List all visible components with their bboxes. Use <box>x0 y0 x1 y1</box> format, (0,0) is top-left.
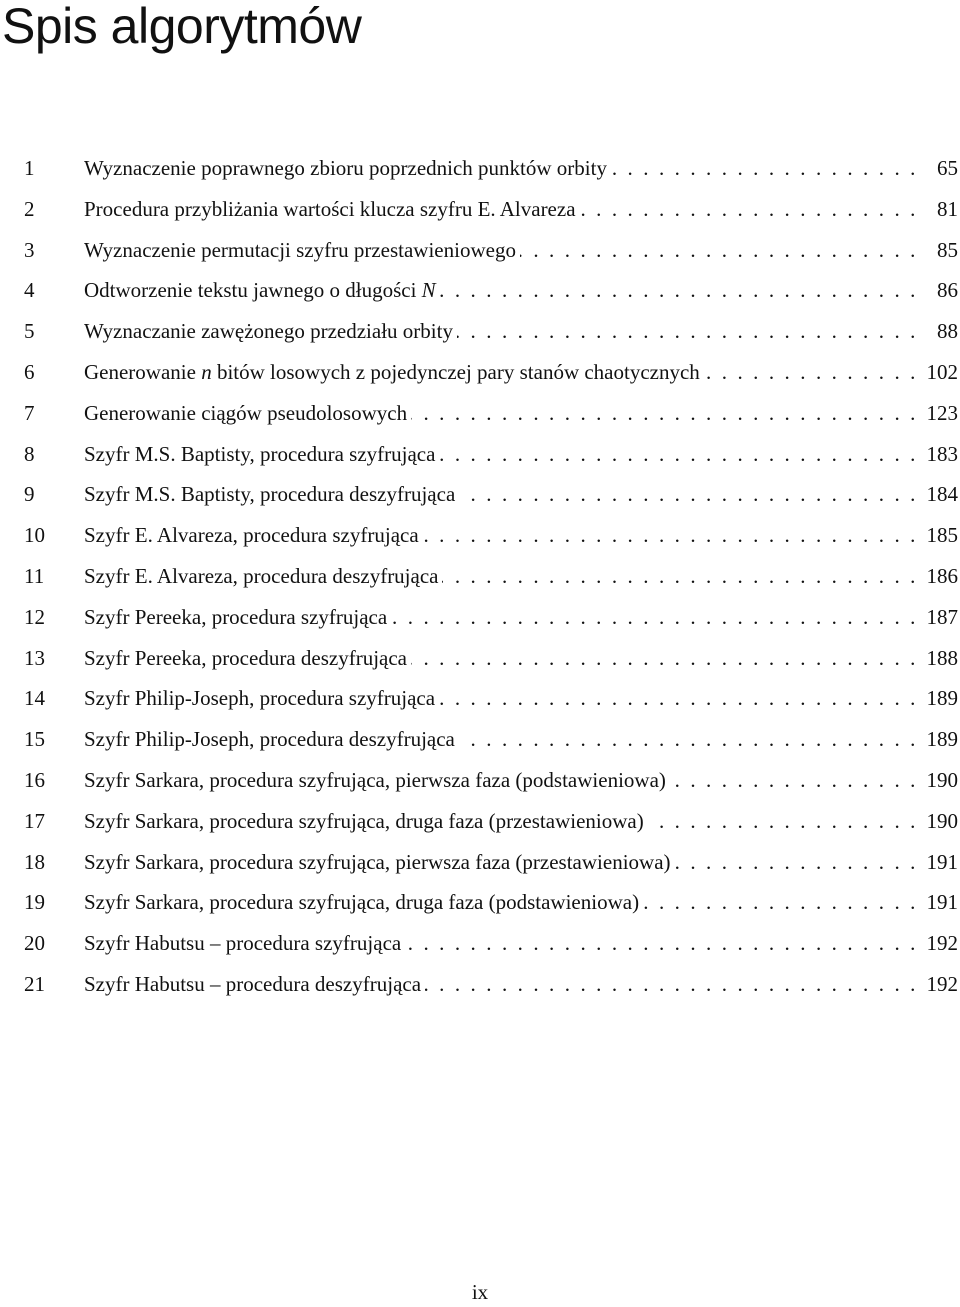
entry-number: 20 <box>24 931 45 956</box>
entry-body <box>84 474 918 515</box>
entry-number: 15 <box>24 727 45 752</box>
entry-title-text: Wyznaczanie zawężonego przedziału orbity <box>84 319 453 344</box>
entry-title-text: Szyfr Sarkara, procedura szyfrująca, druga faza (przestawieniowa) <box>84 808 644 833</box>
entry-title[interactable] <box>84 148 611 189</box>
entry-title[interactable] <box>84 760 670 801</box>
entry-body <box>84 638 918 679</box>
entry-page-number[interactable]: 81 <box>937 196 958 221</box>
entry-title-text: Szyfr M.S. Baptisty, procedura szyfrująca <box>84 441 436 466</box>
entry-page-number[interactable]: 190 <box>926 808 958 833</box>
entry-title[interactable] <box>84 638 411 679</box>
entry-page-number[interactable]: 192 <box>926 971 958 996</box>
dot-leader <box>675 842 918 883</box>
entry-title[interactable] <box>84 801 648 842</box>
dot-leader <box>459 474 918 515</box>
entry-page-number[interactable]: 188 <box>926 645 958 670</box>
dot-leader <box>580 189 918 230</box>
entry-title[interactable] <box>84 474 459 515</box>
dot-leader <box>405 923 918 964</box>
algorithm-entry[interactable] <box>0 556 960 597</box>
entry-body <box>84 719 918 760</box>
entry-title[interactable] <box>84 597 391 638</box>
algorithm-entry[interactable] <box>0 393 960 434</box>
algorithm-entry[interactable] <box>0 474 960 515</box>
entry-title[interactable] <box>84 434 439 475</box>
entry-number: 3 <box>24 237 35 262</box>
entry-title[interactable] <box>84 964 425 1005</box>
entry-number: 12 <box>24 604 45 629</box>
entry-page-number[interactable]: 183 <box>926 441 958 466</box>
entry-body <box>84 311 918 352</box>
entry-number: 1 <box>24 156 35 180</box>
entry-page-number[interactable]: 65 <box>937 156 958 180</box>
entry-title[interactable] <box>84 311 457 352</box>
entry-body <box>84 678 918 719</box>
algorithm-entry[interactable] <box>0 882 960 923</box>
entry-title-text: Szyfr Philip-Joseph, procedura deszyfrująca <box>84 727 455 752</box>
algorithm-entry[interactable] <box>0 923 960 964</box>
algorithm-entry[interactable] <box>0 189 960 230</box>
entry-page-number[interactable]: 123 <box>926 400 958 425</box>
dot-leader <box>411 393 918 434</box>
entry-number: 19 <box>24 890 45 915</box>
entry-title[interactable] <box>84 230 520 271</box>
dot-leader <box>457 311 918 352</box>
entry-title-text: Szyfr Sarkara, procedura szyfrująca, druga faza (podstawieniowa) <box>84 890 640 915</box>
entry-page-number[interactable]: 185 <box>926 523 958 548</box>
entry-number: 21 <box>24 971 45 996</box>
entry-body <box>84 923 918 964</box>
entry-title[interactable] <box>84 393 411 434</box>
entry-page-number[interactable]: 190 <box>926 767 958 792</box>
entry-title-text: Szyfr Habutsu – procedura szyfrująca <box>84 931 402 956</box>
entry-number: 17 <box>24 808 45 833</box>
entry-body <box>84 760 918 801</box>
entry-number: 2 <box>24 196 35 221</box>
algorithm-entry[interactable] <box>0 352 960 393</box>
entry-title[interactable] <box>84 352 704 393</box>
math-symbol: n <box>201 359 212 384</box>
algorithm-entry[interactable] <box>0 678 960 719</box>
algorithm-entry[interactable] <box>0 760 960 801</box>
entry-page-number[interactable]: 186 <box>926 563 958 588</box>
entry-title[interactable] <box>84 556 442 597</box>
entry-title[interactable] <box>84 719 459 760</box>
entry-number: 8 <box>24 441 35 466</box>
entry-number: 10 <box>24 523 45 548</box>
entry-number: 5 <box>24 319 35 344</box>
algorithm-entry[interactable] <box>0 270 960 311</box>
entry-title-text: Szyfr Habutsu – procedura deszyfrująca <box>84 971 422 996</box>
entry-title[interactable] <box>84 515 423 556</box>
entry-title-text: Szyfr M.S. Baptisty, procedura deszyfrująca <box>84 482 456 507</box>
dot-leader <box>459 719 918 760</box>
entry-title[interactable] <box>84 678 439 719</box>
entry-body <box>84 801 918 842</box>
algorithm-entry[interactable] <box>0 719 960 760</box>
entry-title-text: Wyznaczenie permutacji szyfru przestawieniowego <box>84 237 516 262</box>
algorithm-entry[interactable] <box>0 801 960 842</box>
algorithm-entry[interactable] <box>0 638 960 679</box>
entry-number: 7 <box>24 400 35 425</box>
entry-page-number[interactable]: 88 <box>937 319 958 344</box>
entry-body <box>84 189 918 230</box>
dot-leader <box>411 638 918 679</box>
entry-title-text: Szyfr Sarkara, procedura szyfrująca, pierwsza faza (podstawieniowa) <box>84 767 666 792</box>
entry-title[interactable] <box>84 189 580 230</box>
algorithm-entry[interactable] <box>0 964 960 1005</box>
dot-leader <box>670 760 918 801</box>
entry-title[interactable] <box>84 882 643 923</box>
algorithm-entry[interactable] <box>0 515 960 556</box>
entry-title-text: bitów losowych z pojedynczej pary stanów chaotycznych <box>211 359 700 384</box>
dot-leader <box>611 148 918 189</box>
entry-page-number[interactable]: 191 <box>926 849 958 874</box>
dot-leader <box>439 434 918 475</box>
entry-page-number[interactable]: 189 <box>926 727 958 752</box>
dot-leader <box>520 230 918 271</box>
entry-title-text: Generowanie <box>84 359 202 384</box>
algorithm-entry[interactable] <box>0 842 960 883</box>
entry-body <box>84 434 918 475</box>
entry-body <box>84 842 918 883</box>
entry-number: 16 <box>24 767 45 792</box>
entry-body <box>84 597 918 638</box>
entry-title-text: Szyfr Philip-Joseph, procedura szyfrująca <box>84 686 436 711</box>
entry-page-number[interactable]: 86 <box>937 278 958 303</box>
entry-number: 14 <box>24 686 45 711</box>
entry-title-text: Generowanie ciągów pseudolosowych <box>84 400 408 425</box>
entry-body <box>84 964 918 1005</box>
entry-title-text: Szyfr E. Alvareza, procedura deszyfrująca <box>84 563 439 588</box>
algorithm-entry[interactable] <box>0 434 960 475</box>
entry-page-number[interactable]: 85 <box>937 237 958 262</box>
entry-body <box>84 882 918 923</box>
entry-title-text: Procedura przybliżania wartości klucza szyfru E. Alvareza <box>84 196 576 221</box>
dot-leader <box>425 964 918 1005</box>
entry-body <box>84 393 918 434</box>
dot-leader <box>439 678 918 719</box>
dot-leader <box>442 556 918 597</box>
dot-leader <box>440 270 918 311</box>
entry-title-text: Odtworzenie tekstu jawnego o długości <box>84 278 422 303</box>
page-number: ix <box>471 1280 489 1304</box>
entry-page-number[interactable]: 102 <box>926 359 958 384</box>
algorithm-entry[interactable] <box>0 597 960 638</box>
entry-body <box>84 556 918 597</box>
entry-title-text: Wyznaczenie poprawnego zbioru poprzednich punktów orbity <box>84 156 607 180</box>
math-symbol: N <box>421 278 436 303</box>
entry-number: 4 <box>24 278 35 303</box>
entry-body <box>84 352 918 393</box>
entry-title-text: Szyfr Sarkara, procedura szyfrująca, pierwsza faza (przestawieniowa) <box>84 849 671 874</box>
entry-title-text: Szyfr Pereeka, procedura szyfrująca <box>84 604 388 629</box>
entry-page-number[interactable]: 187 <box>926 604 958 629</box>
entry-page-number[interactable]: 189 <box>926 686 958 711</box>
entry-body <box>84 148 918 189</box>
entry-number: 11 <box>24 563 45 588</box>
entry-title[interactable] <box>84 842 675 883</box>
dot-leader <box>391 597 918 638</box>
algorithm-entry[interactable] <box>0 311 960 352</box>
entry-page-number[interactable]: 191 <box>926 890 958 915</box>
dot-leader <box>704 352 918 393</box>
entry-number: 6 <box>24 359 35 384</box>
entry-page-number[interactable]: 184 <box>926 482 958 507</box>
dot-leader <box>648 801 918 842</box>
entry-title[interactable] <box>84 923 405 964</box>
page-title: Spis algorytmów <box>2 0 362 54</box>
entry-title-text: Szyfr E. Alvareza, procedura szyfrująca <box>84 523 419 548</box>
dot-leader <box>423 515 918 556</box>
entry-number: 18 <box>24 849 45 874</box>
entry-title[interactable] <box>84 270 440 311</box>
entry-body <box>84 515 918 556</box>
algorithm-list <box>0 148 960 1005</box>
entry-page-number[interactable]: 192 <box>926 931 958 956</box>
algorithm-entry[interactable] <box>0 148 960 189</box>
entry-number: 13 <box>24 645 45 670</box>
entry-number: 9 <box>24 482 35 507</box>
dot-leader <box>643 882 918 923</box>
entry-body <box>84 230 918 271</box>
entry-title-text: Szyfr Pereeka, procedura deszyfrująca <box>84 645 407 670</box>
entry-body <box>84 270 918 311</box>
algorithm-entry[interactable] <box>0 230 960 271</box>
